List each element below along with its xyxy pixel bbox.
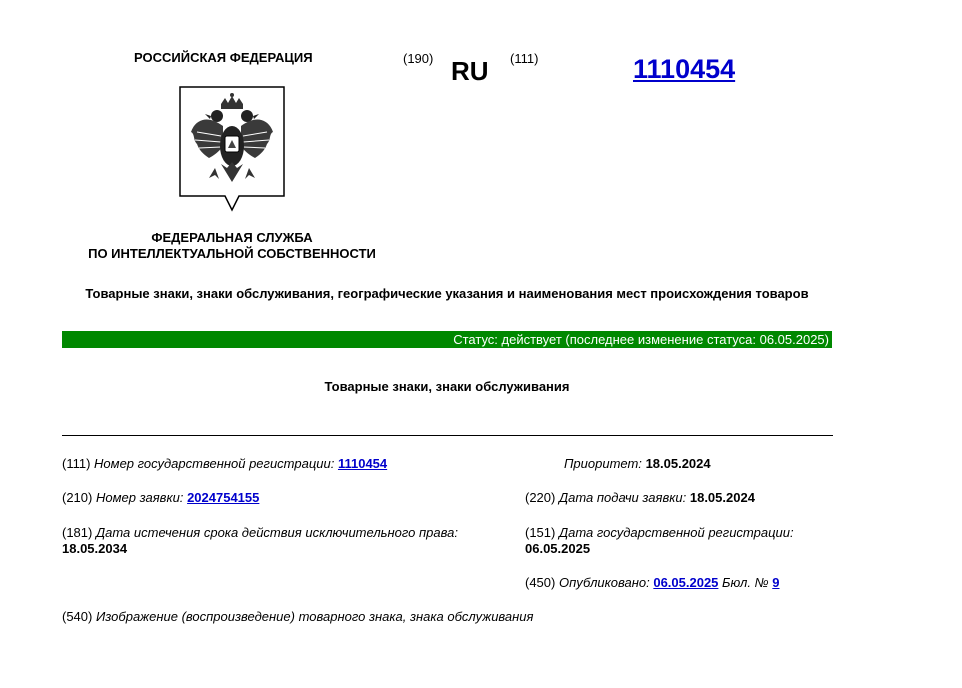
divider (62, 435, 833, 436)
inid-code: (210) (62, 490, 93, 505)
publication-date-link[interactable]: 06.05.2025 (653, 575, 719, 590)
field-label: Приоритет: (564, 456, 642, 471)
field-state-registration-date (525, 525, 835, 557)
field-value: 18.05.2034 (62, 541, 128, 556)
field-label: Дата государственной регистрации: (558, 525, 794, 540)
inid-code: (540) (62, 609, 93, 624)
inid-code: (220) (525, 490, 556, 505)
field-value: 18.05.2024 (689, 490, 755, 505)
field-trademark-image (62, 609, 533, 625)
field-label: Изображение (воспроизведение) товарного знака, знака обслуживания (95, 609, 534, 624)
field-published (525, 575, 780, 591)
country-code: RU (451, 56, 489, 86)
field-label: Опубликовано: (558, 575, 650, 590)
section-title: Товарные знаки, знаки обслуживания (324, 379, 570, 394)
application-number-link[interactable]: 2024754155 (187, 490, 260, 505)
agency-name (62, 230, 402, 262)
agency-line-2: ПО ИНТЕЛЛЕКТУАЛЬНОЙ СОБСТВЕННОСТИ (88, 246, 376, 261)
field-registration-number (62, 456, 387, 472)
agency-line-1: ФЕДЕРАЛЬНАЯ СЛУЖБА (151, 230, 313, 245)
field-label: Дата подачи заявки: (558, 490, 687, 505)
document-kind: Товарные знаки, знаки обслуживания, географические указания и наименования мест происхождения товаров (85, 286, 809, 301)
field-label: Номер государственной регистрации: (94, 456, 335, 471)
field-priority (564, 456, 711, 472)
status-badge: Статус: действует (последнее изменение статуса: 06.05.2025) (62, 331, 832, 348)
field-label: Дата истечения срока действия исключительного права: (95, 525, 458, 540)
field-value: 06.05.2025 (525, 541, 591, 556)
registration-number-link[interactable]: 1110454 (633, 54, 736, 84)
field-filing-date (525, 490, 755, 506)
inid-code: (450) (525, 575, 556, 590)
bulletin-number-link[interactable]: 9 (772, 575, 780, 590)
inid-code: (111) (62, 456, 91, 471)
field-value: 18.05.2024 (645, 456, 711, 471)
field-label: Номер заявки: (95, 490, 184, 505)
bulletin-label: Бюл. № (722, 575, 769, 590)
inid-code: (181) (62, 525, 93, 540)
field-application-number (62, 490, 259, 506)
coat-of-arms-icon (177, 84, 287, 214)
registration-number-value-link[interactable]: 1110454 (337, 456, 388, 471)
country-name: РОССИЙСКАЯ ФЕДЕРАЦИЯ (134, 50, 313, 65)
inid-code: (151) (525, 525, 556, 540)
field-expiry-date (62, 525, 512, 557)
inid-code-111: (111) (510, 51, 539, 66)
inid-code-190: (190) (403, 51, 434, 66)
